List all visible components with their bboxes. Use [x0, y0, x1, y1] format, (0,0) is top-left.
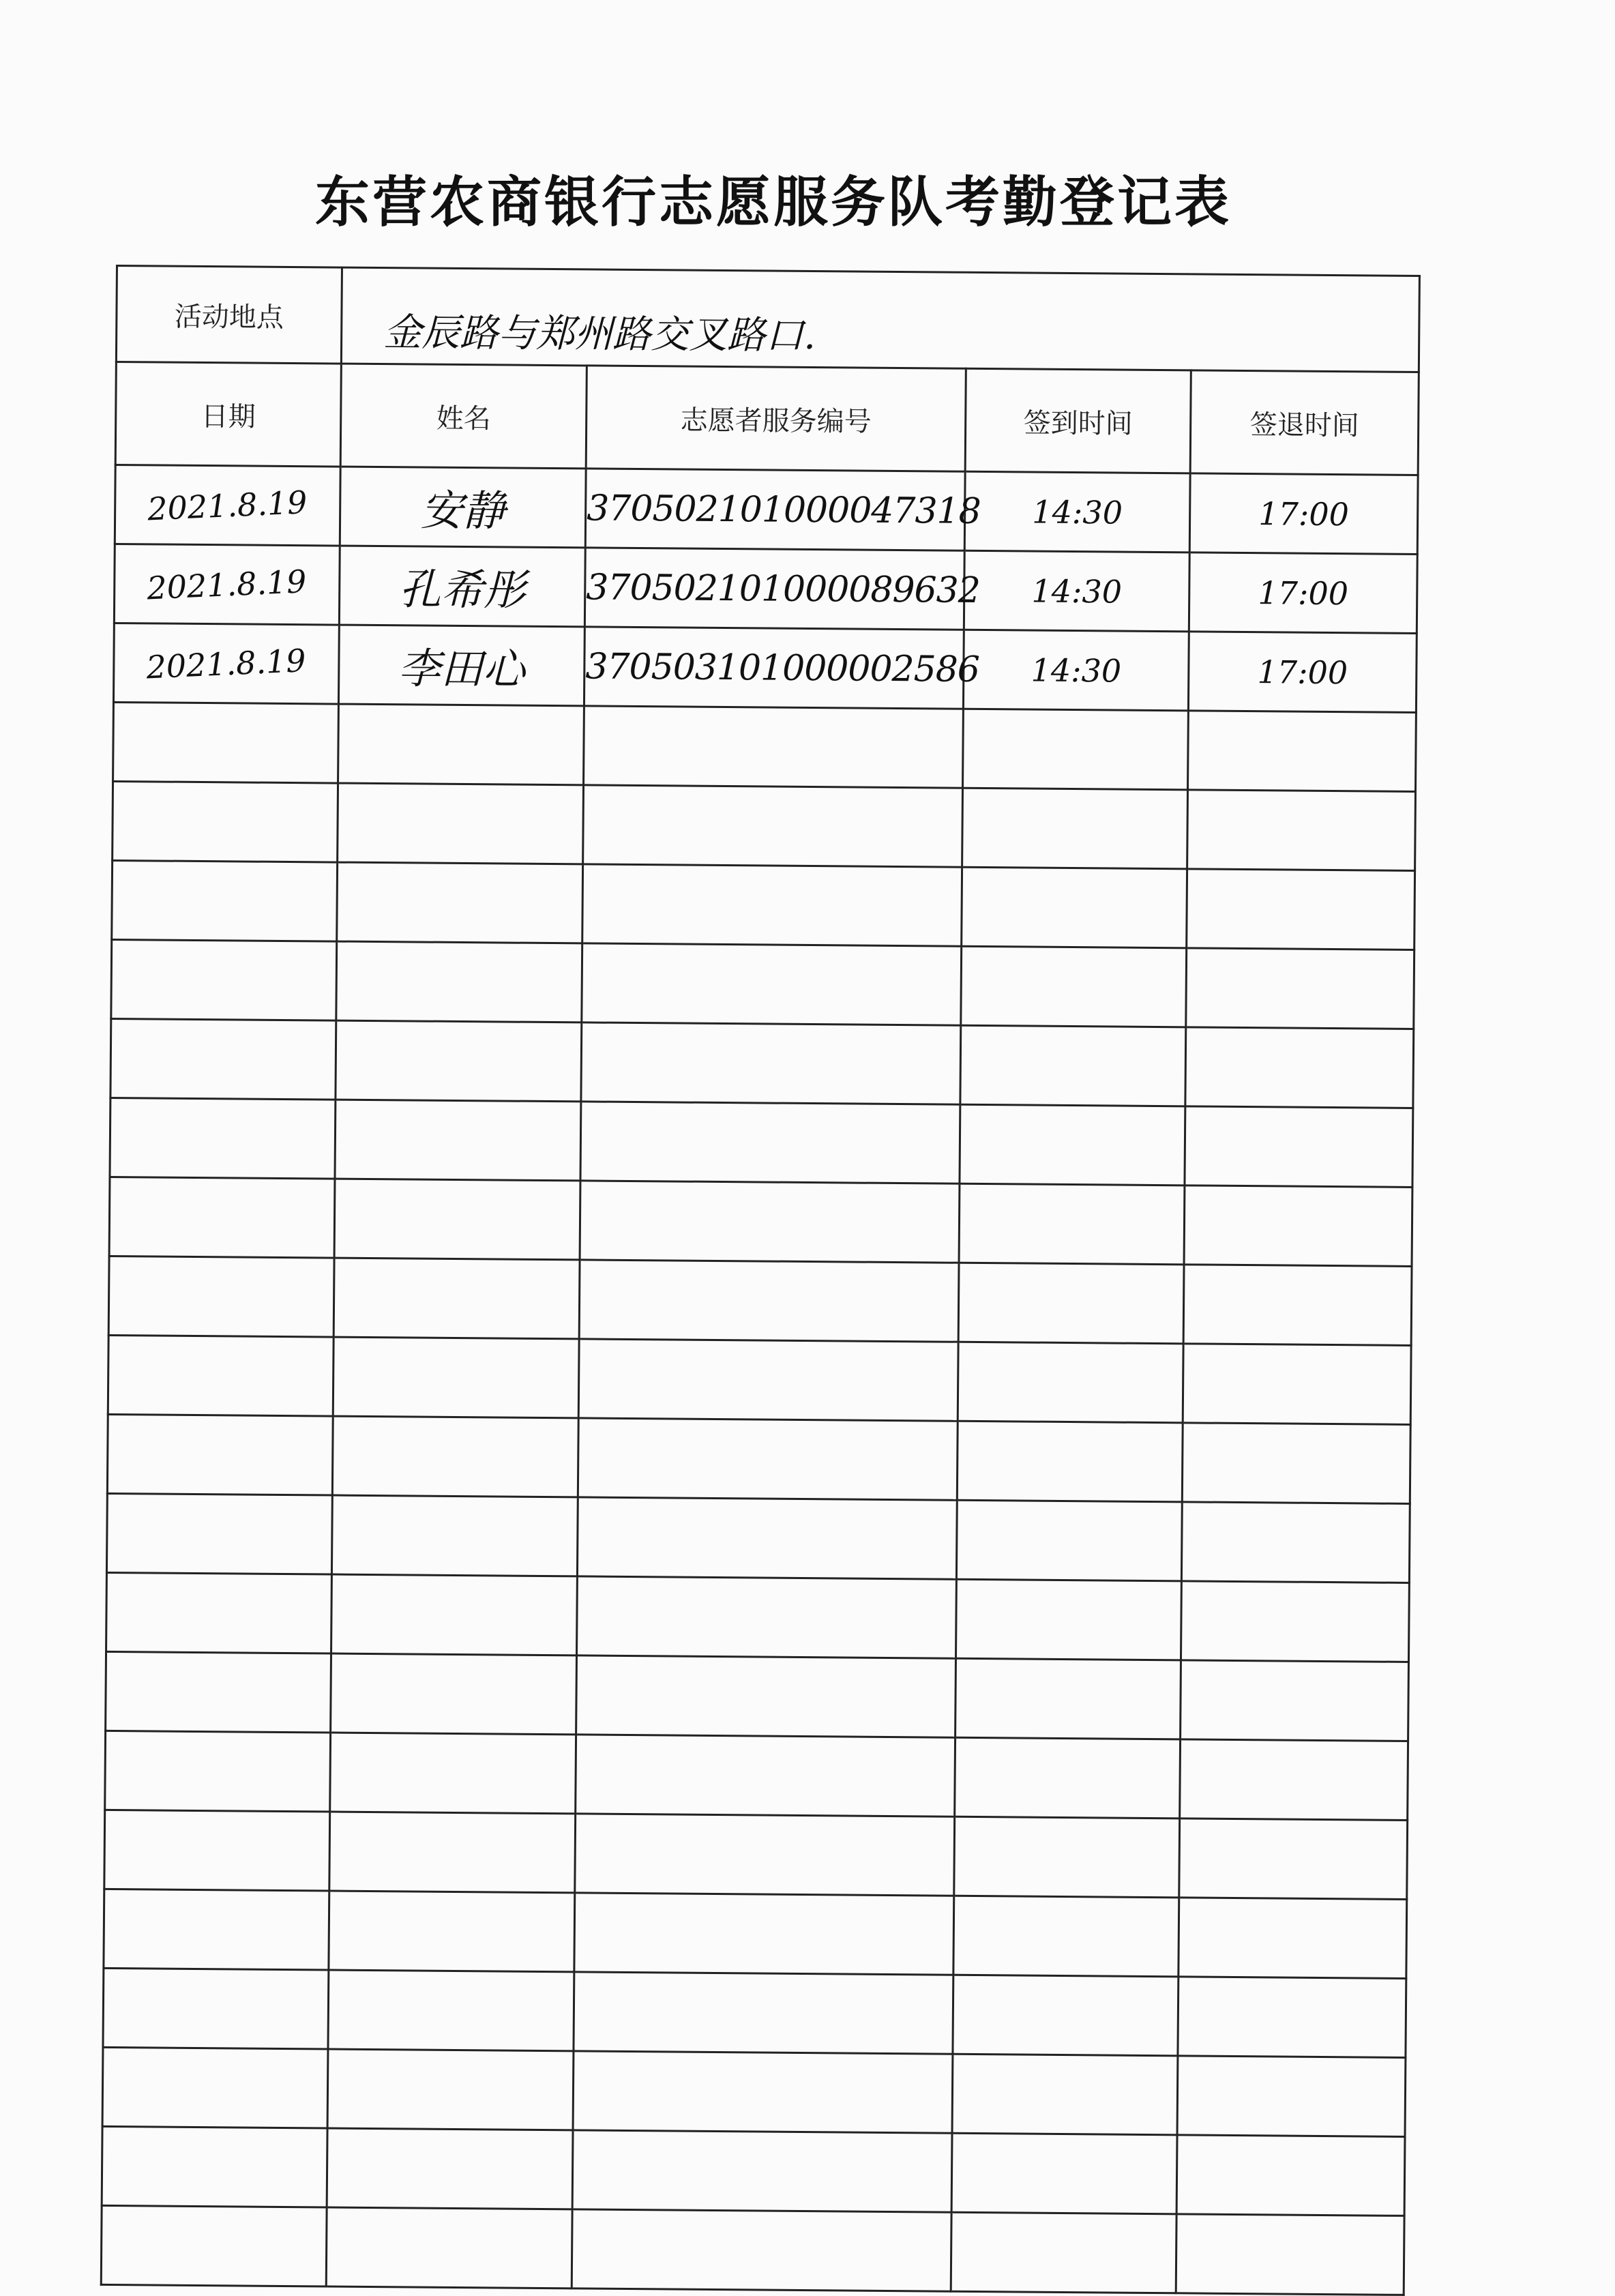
header-date: 日期 [115, 362, 341, 467]
empty-row [106, 1651, 1409, 1741]
cell-check-in [963, 630, 1189, 711]
empty-cell [1178, 1977, 1406, 2058]
empty-cell [327, 2128, 573, 2209]
empty-cell [331, 1574, 578, 1655]
empty-cell [327, 2049, 574, 2130]
empty-cell [1177, 2056, 1406, 2137]
cell-date [115, 465, 340, 546]
empty-cell [578, 1418, 958, 1500]
table-row [115, 465, 1418, 555]
empty-cell [102, 2126, 327, 2207]
empty-row [106, 1493, 1410, 1583]
empty-row [103, 1968, 1406, 2057]
date-value: 2021.8.19 [145, 641, 308, 686]
empty-cell [1181, 1660, 1409, 1741]
empty-row [113, 702, 1417, 791]
empty-row [102, 2047, 1406, 2136]
empty-cell [113, 781, 338, 862]
empty-cell [957, 1421, 1183, 1502]
empty-cell [1185, 1027, 1414, 1108]
empty-row [110, 1098, 1413, 1187]
empty-cell [584, 706, 964, 788]
name-value: 安静 [420, 485, 505, 536]
check-out-value: 17:00 [1258, 574, 1349, 612]
cell-id [584, 548, 981, 630]
empty-cell [962, 788, 1188, 869]
empty-cell [1180, 1739, 1408, 1821]
empty-row [108, 1335, 1411, 1424]
empty-cell [335, 1100, 581, 1181]
empty-cell [108, 1256, 334, 1337]
check-out-value: 17:00 [1258, 495, 1350, 533]
empty-cell [326, 2207, 572, 2288]
empty-row [112, 860, 1415, 950]
empty-cell [1176, 2135, 1405, 2216]
empty-row [107, 1414, 1410, 1503]
empty-cell [329, 1891, 575, 1972]
empty-cell [336, 1020, 582, 1102]
empty-cell [1186, 948, 1414, 1029]
empty-cell [1183, 1265, 1412, 1346]
empty-cell [959, 1183, 1185, 1265]
empty-cell [582, 943, 962, 1025]
attendance-table-wrapper [101, 265, 1419, 2219]
empty-cell [101, 2205, 327, 2286]
cell-id [585, 469, 981, 550]
empty-cell [109, 1177, 335, 1258]
header-check-out: 签退时间 [1190, 370, 1419, 475]
table-row [114, 544, 1417, 633]
cell-check-out [1188, 632, 1417, 713]
empty-cell [576, 1735, 955, 1816]
empty-cell [1179, 1819, 1408, 1900]
header-row [115, 362, 1419, 475]
empty-cell [951, 2212, 1176, 2293]
empty-cell [1188, 711, 1417, 792]
check-out-value: 17:00 [1257, 653, 1348, 691]
empty-cell [1187, 790, 1416, 871]
empty-cell [106, 1572, 332, 1653]
empty-cell [106, 1493, 332, 1574]
empty-cell [955, 1737, 1181, 1819]
empty-cell [104, 1889, 329, 1970]
id-value: 370502101000047318 [586, 487, 981, 532]
location-row [116, 266, 1419, 372]
empty-cell [110, 1098, 336, 1179]
empty-cell [1176, 2214, 1404, 2295]
id-value: 370502101000089632 [586, 566, 981, 611]
empty-cell [1182, 1423, 1410, 1504]
empty-cell [104, 1810, 330, 1891]
empty-cell [102, 2047, 328, 2128]
empty-row [111, 939, 1414, 1029]
empty-cell [329, 1812, 576, 1893]
empty-cell [103, 1968, 329, 2049]
cell-date [114, 544, 340, 625]
empty-cell [336, 941, 582, 1022]
table-row [113, 623, 1417, 712]
empty-cell [956, 1500, 1182, 1581]
empty-cell [1187, 869, 1415, 950]
empty-cell [1181, 1502, 1410, 1583]
empty-row [113, 781, 1416, 870]
header-name: 姓名 [340, 364, 587, 469]
cell-check-out [1189, 553, 1417, 634]
check-in-value: 14:30 [1032, 493, 1123, 531]
empty-cell [580, 1181, 960, 1263]
empty-cell [334, 1258, 580, 1339]
empty-row [105, 1731, 1408, 1820]
empty-cell [580, 1102, 960, 1183]
empty-cell [953, 1896, 1179, 1977]
empty-cell [583, 785, 963, 867]
empty-cell [1184, 1186, 1412, 1267]
empty-row [108, 1256, 1412, 1345]
empty-cell [955, 1658, 1181, 1739]
empty-cell [958, 1342, 1183, 1423]
cell-name [340, 467, 586, 548]
empty-cell [960, 1104, 1185, 1186]
empty-cell [572, 2209, 951, 2291]
empty-cell [951, 2133, 1177, 2214]
empty-row [106, 1572, 1410, 1662]
date-value: 2021.8.19 [147, 483, 308, 527]
header-volunteer-id: 志愿者服务编号 [586, 366, 966, 471]
empty-cell [111, 939, 337, 1020]
empty-cell [328, 1970, 574, 2051]
attendance-table [100, 265, 1421, 2296]
cell-check-in [964, 471, 1190, 553]
empty-cell [1183, 1344, 1411, 1425]
empty-cell [963, 709, 1189, 790]
empty-cell [955, 1579, 1181, 1660]
empty-cell [961, 946, 1187, 1027]
name-value: 孔希彤 [398, 564, 527, 615]
empty-cell [337, 862, 583, 943]
empty-row [109, 1177, 1412, 1266]
cell-date [113, 623, 339, 704]
empty-cell [333, 1337, 579, 1418]
check-in-value: 14:30 [1031, 572, 1123, 610]
empty-cell [338, 704, 584, 785]
empty-cell [577, 1497, 957, 1579]
empty-cell [574, 1893, 954, 1975]
empty-cell [575, 1814, 955, 1896]
empty-cell [1179, 1898, 1407, 1979]
empty-cell [954, 1816, 1180, 1898]
empty-cell [113, 702, 339, 783]
name-value: 李田心 [398, 643, 526, 694]
empty-cell [110, 1018, 336, 1100]
empty-cell [952, 2054, 1178, 2135]
empty-cell [1181, 1581, 1409, 1662]
location-value-cell [341, 267, 1419, 372]
empty-cell [958, 1263, 1184, 1344]
cell-name [339, 546, 585, 627]
empty-cell [105, 1731, 331, 1812]
location-value: 金辰路与郑州路交叉路口. [383, 310, 816, 359]
empty-cell [112, 860, 338, 941]
empty-cell [108, 1335, 334, 1416]
cell-id [584, 627, 980, 709]
empty-cell [960, 1025, 1186, 1106]
cell-check-in [964, 550, 1189, 632]
empty-cell [334, 1179, 580, 1260]
empty-cell [332, 1416, 578, 1497]
empty-row [101, 2205, 1404, 2295]
header-check-in: 签到时间 [965, 368, 1191, 473]
check-in-value: 14:30 [1031, 651, 1122, 690]
empty-cell [579, 1260, 959, 1342]
page-title: 东营农商银行志愿服务队考勤登记表 [315, 171, 1232, 234]
empty-cell [953, 1975, 1179, 2056]
empty-row [110, 1018, 1414, 1108]
empty-cell [581, 1022, 961, 1104]
empty-row [104, 1889, 1407, 1978]
empty-cell [331, 1495, 578, 1576]
empty-cell [338, 783, 584, 864]
empty-cell [1185, 1106, 1413, 1188]
empty-row [102, 2126, 1405, 2216]
cell-check-out [1189, 473, 1418, 555]
empty-cell [962, 867, 1187, 948]
empty-cell [574, 1972, 953, 2054]
empty-cell [331, 1653, 577, 1735]
date-value: 2021.8.19 [146, 562, 308, 606]
empty-cell [573, 2051, 953, 2133]
id-value: 370503101000002586 [585, 645, 980, 690]
empty-cell [582, 864, 962, 946]
empty-cell [576, 1655, 956, 1737]
empty-cell [577, 1576, 957, 1658]
location-label: 活动地点 [116, 266, 342, 364]
empty-cell [572, 2130, 952, 2212]
empty-cell [330, 1733, 576, 1814]
empty-cell [106, 1651, 331, 1733]
empty-cell [107, 1414, 333, 1495]
empty-cell [578, 1339, 958, 1421]
cell-name [338, 625, 584, 706]
empty-row [104, 1810, 1408, 1899]
